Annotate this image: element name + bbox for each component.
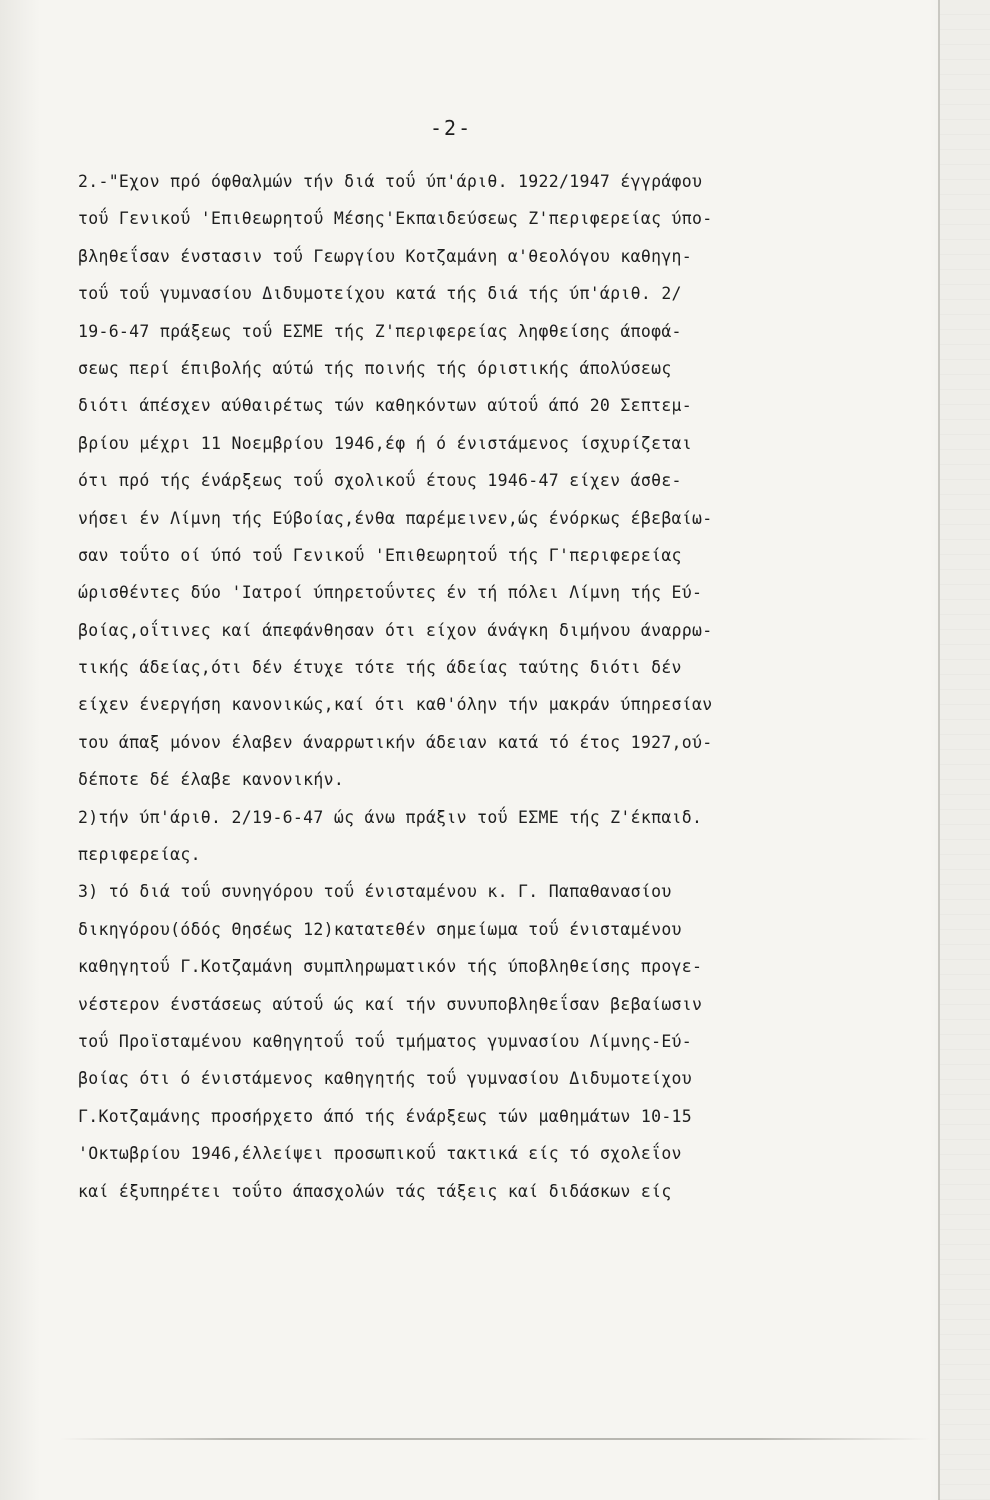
text-line: βοίας,οΐτινες καί άπεφάνθησαν ότι είχον άνάγκη διμήνου άναρρω- [78, 620, 713, 640]
text-line: 2.-"Εχον πρό όφθαλμών τήν διά τοΰ ύπ'άριθ. 1922/1947 έγγράφου [78, 172, 703, 191]
text-line: του άπαξ μόνον έλαβεν άναρρωτικήν άδειαν κατά τό έτος 1927,ού- [78, 732, 713, 752]
text-line: 2)τήν ύπ'άριθ. 2/19-6-47 ώς άνω πράξιν τοΰ ΕΣΜΕ τής Ζ'έκπαιδ. [78, 807, 703, 827]
text-line: 3) τό διά τοΰ συνηγόρου τοΰ ένισταμένου κ. Γ. Παπαθανασίου [78, 882, 672, 902]
text-line: καθηγητοΰ Γ.Κοτζαμάνη συμπληρωματικόν τής ύποβληθείσης προγε- [78, 957, 703, 977]
text-line: 19-6-47 πράξεως τοΰ ΕΣΜΕ τής Ζ'περιφερείας ληφθείσης άποφά- [78, 321, 682, 341]
text-line: τοΰ Γενικοΰ 'Επιθεωρητοΰ Μέσης'Εκπαιδεύσεως Ζ'περιφερείας ύπο- [78, 209, 713, 229]
text-line: σαν τοΰτο οί ύπό τοΰ Γενικοΰ 'Επιθεωρητοΰ τής Γ'περιφερείας [78, 545, 682, 565]
text-line: 'Οκτωβρίου 1946,έλλείψει προσωπικοΰ τακτικά είς τό σχολεΐον [78, 1144, 682, 1164]
text-line: Γ.Κοτζαμάνης προσήρχετο άπό τής ένάρξεως τών μαθημάτων 10-15 [78, 1106, 693, 1126]
page-binding-edge [938, 0, 990, 1500]
text-line: διότι άπέσχεν αύθαιρέτως τών καθηκόντων αύτοΰ άπό 20 Σεπτεμ- [78, 396, 693, 416]
text-line: δέποτε δέ έλαβε κανονικήν. [78, 770, 345, 790]
text-line: είχεν ένεργήση κανονικώς,καί ότι καθ'όλην τήν μακράν ύπηρεσίαν [78, 695, 713, 715]
text-line: καί έξυπηρέτει τοΰτο άπασχολών τάς τάξεις καί διδάσκων είς [78, 1181, 672, 1201]
text-line: βρίου μέχρι 11 Νοεμβρίου 1946,έφ ή ό ένιστάμενος ίσχυρίζεται [78, 433, 693, 453]
text-line: βληθεΐσαν ένστασιν τοΰ Γεωργίου Κοτζαμάνη α'θεολόγου καθηγη- [78, 246, 693, 266]
text-line: τοΰ Προϊσταμένου καθηγητοΰ τοΰ τμήματος γυμνασίου Λίμνης-Εύ- [78, 1031, 693, 1051]
text-line: περιφερείας. [78, 845, 201, 865]
text-line: σεως περί έπιβολής αύτώ τής ποινής τής όριστικής άπολύσεως [78, 358, 672, 378]
text-line: νέστερον ένστάσεως αύτοΰ ώς καί τήν συνυποβληθεΐσαν βεβαίωσιν [78, 994, 703, 1014]
text-line: ώρισθέντες δύο 'Ιατροί ύπηρετοΰντες έν τή πόλει Λίμνη τής Εύ- [78, 583, 703, 603]
text-line: τοΰ τοΰ γυμνασίου Διδυμοτείχου κατά τής διά τής ύπ'άριθ. 2/ [78, 284, 682, 304]
text-line: δικηγόρου(όδός Θησέως 12)κατατεθέν σημείωμα τοΰ ένισταμένου [78, 919, 682, 939]
typewritten-body [78, 163, 928, 1210]
page-number: -2- [430, 116, 473, 140]
bottom-rule [60, 1438, 930, 1440]
text-line: βοίας ότι ό ένιστάμενος καθηγητής τοΰ γυμνασίου Διδυμοτείχου [78, 1069, 693, 1089]
text-line: νήσει έν Λίμνη τής Εύβοίας,ένθα παρέμεινεν,ώς ένόρκως έβεβαίω- [78, 508, 713, 528]
text-line: ότι πρό τής ένάρξεως τοΰ σχολικοΰ έτους 1946-47 είχεν άσθε- [78, 471, 682, 491]
text-line: τικής άδείας,ότι δέν έτυχε τότε τής άδείας ταύτης διότι δέν [78, 658, 682, 678]
